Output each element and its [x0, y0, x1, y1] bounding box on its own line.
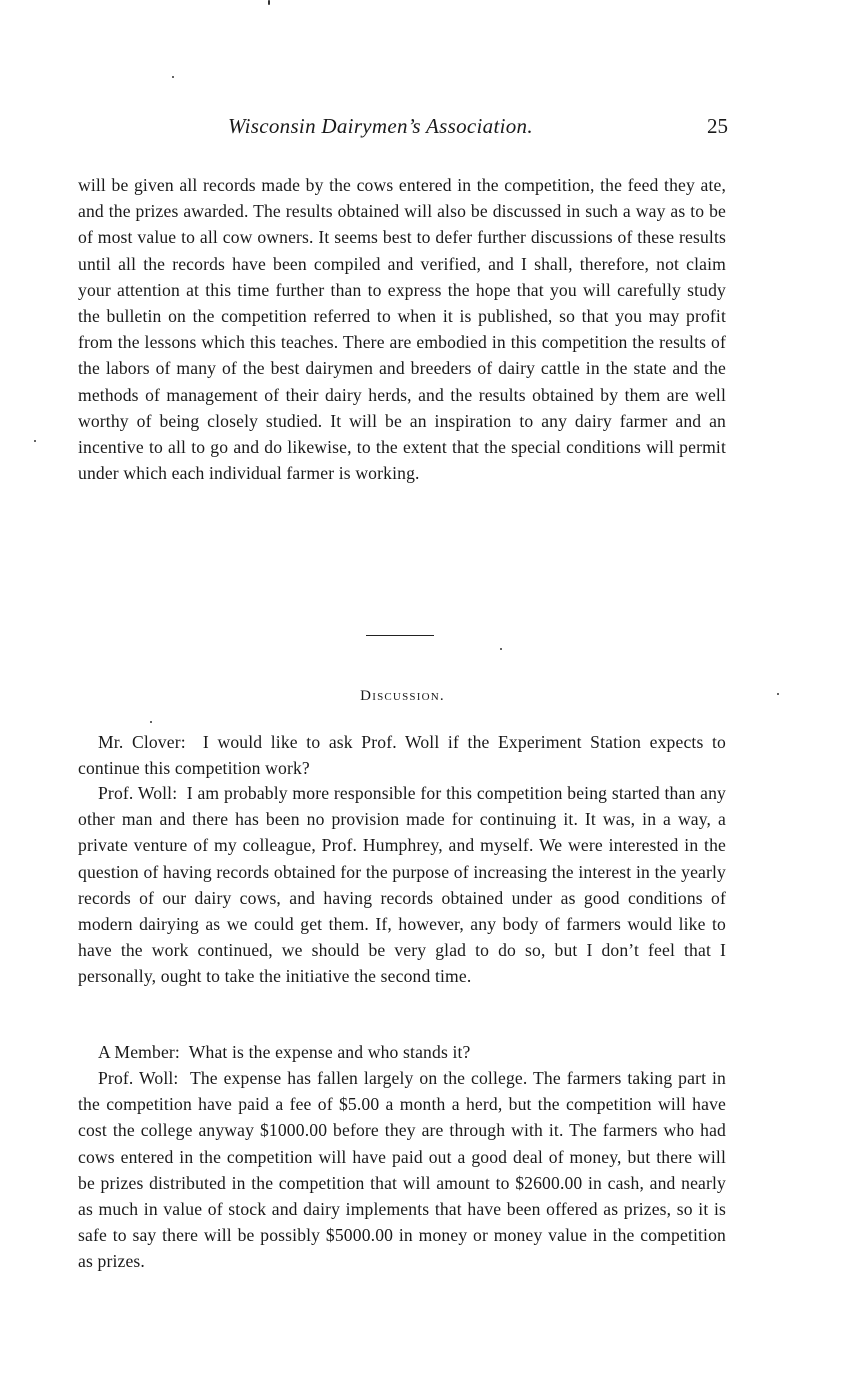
discussion-entry [78, 780, 726, 990]
speaker-name: A Member: [98, 1042, 180, 1062]
scan-speck [777, 693, 779, 695]
speaker-name: Prof. Woll: [98, 783, 178, 803]
entry-text: I would like to ask Prof. Woll if the Experiment Station expects to continue this competition work? [78, 732, 726, 779]
body-paragraph: will be given all records made by the cows entered in the competition, the feed they ate, and the prizes awarded. The results obtained will also be discussed in such a way as to be of most value to all cow owners. It seems best to defer further discussions of these results until all the records have been compiled and verified, and I shall, therefore, not claim your attention at this time further than to express the hope that you will carefully study the bulletin on the competition referred to when it is published, so that you may profit from the lessons which this teaches. There are embodied in this competition the results of the labors of many of the best dairymen and breeders of dairy cattle in the state and the methods of management of their dairy herds, and the results obtained by them are well worthy of being closely studied. It will be an inspiration to any dairy farmer and an incentive to all to go and do likewise, to the extent that the special conditions will permit under which each individual farmer is working. [78, 175, 726, 484]
speaker-name: Prof. Woll: [98, 1068, 179, 1088]
speaker-name: Mr. Clover: [98, 732, 186, 752]
scan-speck [500, 648, 502, 650]
entry-text: I am probably more responsible for this competition being started than any other man and there has been no provision made for continuing it. It was, in a way, a private venture of my colleague, Prof. Humphrey, and myself. We were interested in the question of having records obtained for the purpose of increasing the interest in the yearly records of our dairy cows, and having records obtained under as good conditions of modern dairying as we could get them. If, however, any body of farmers would like to have the work continued, we should be very glad to do so, but I don’t feel that I personally, ought to take the initiative the second time. [78, 783, 726, 987]
scan-speck [172, 76, 174, 78]
entry-text: The expense has fallen largely on the college. The farmers taking part in the competition have paid a fee of $5.00 a month a herd, but the competition will have cost the college anyway $1000.00 before they are through with it. The farmers who had cows entered in the competition will have paid out a good deal of money, but there will be prizes distributed in the competition that will amount to $2600.00 in cash, and nearly as much in value of stock and dairy implements that have been offered as prizes, so it is safe to say there will be possibly $5000.00 in money or money value in the competition as prizes. [78, 1068, 726, 1272]
running-title: Wisconsin Dairymen’s Association. [228, 114, 533, 138]
discussion-entry [78, 1039, 726, 1065]
scan-speck [150, 721, 152, 723]
section-divider [366, 635, 434, 636]
page-header [78, 114, 728, 144]
discussion-entry [78, 729, 726, 781]
entry-text: What is the expense and who stands it? [188, 1042, 471, 1062]
scan-speck [34, 440, 36, 442]
discussion-entry [78, 1065, 726, 1275]
discussion-heading: Discussion. [360, 688, 445, 704]
page-number: 25 [707, 114, 728, 138]
scan-speck [268, 0, 270, 5]
